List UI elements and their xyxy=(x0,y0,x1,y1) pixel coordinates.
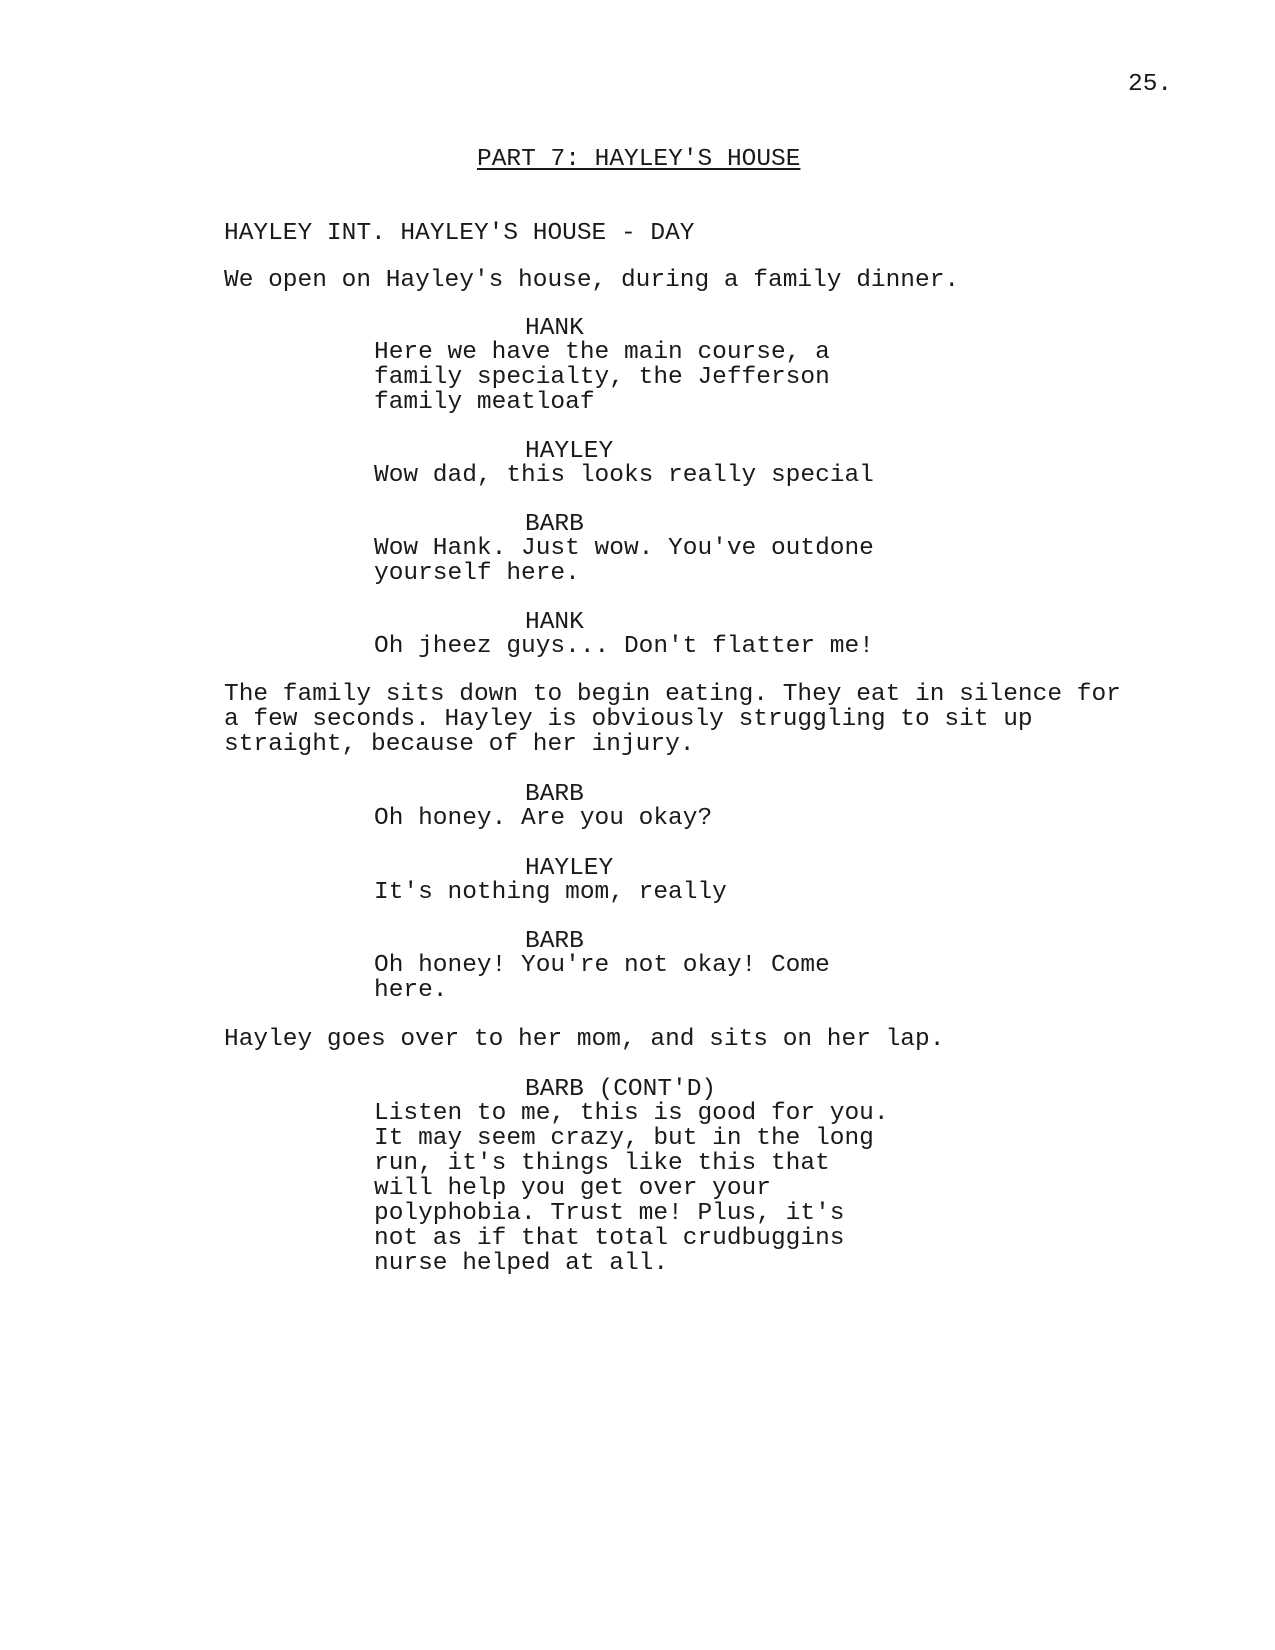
character-name: BARB xyxy=(525,781,584,808)
character-name: BARB (CONT'D) xyxy=(525,1076,717,1103)
dialogue-line: yourself here. xyxy=(374,560,580,587)
action-line: The family sits down to begin eating. They eat in silence for xyxy=(224,681,1121,708)
dialogue-line: Here we have the main course, a xyxy=(374,339,830,366)
character-name: HAYLEY xyxy=(525,855,614,882)
dialogue-line: Oh honey. Are you okay? xyxy=(374,805,713,832)
character-name: BARB xyxy=(525,511,584,538)
dialogue-block xyxy=(374,953,894,1003)
character-name: HANK xyxy=(525,609,584,636)
dialogue-block xyxy=(374,340,894,415)
character-name: HANK xyxy=(525,315,584,342)
dialogue-line: nurse helped at all. xyxy=(374,1250,669,1277)
dialogue-line: Oh jheez guys... Don't flatter me! xyxy=(374,633,874,660)
action-line-block xyxy=(224,268,1124,293)
dialogue-line: run, it's things like this that xyxy=(374,1150,830,1177)
character-name: HAYLEY xyxy=(525,438,614,465)
dialogue-block xyxy=(374,1101,894,1276)
dialogue-block xyxy=(374,806,894,831)
action-line-block xyxy=(224,682,1124,757)
dialogue-block xyxy=(374,880,894,905)
page-number: 25. xyxy=(1128,71,1173,98)
dialogue-line: polyphobia. Trust me! Plus, it's xyxy=(374,1200,845,1227)
dialogue-line: family meatloaf xyxy=(374,389,595,416)
scene-heading: HAYLEY INT. HAYLEY'S HOUSE - DAY xyxy=(224,220,695,247)
character-name: BARB xyxy=(525,928,584,955)
dialogue-line: will help you get over your xyxy=(374,1175,771,1202)
dialogue-line: Wow dad, this looks really special xyxy=(374,462,874,489)
dialogue-block xyxy=(374,634,894,659)
dialogue-block xyxy=(374,463,894,488)
action-line: We open on Hayley's house, during a family dinner. xyxy=(224,267,960,294)
dialogue-line: Listen to me, this is good for you. xyxy=(374,1100,889,1127)
dialogue-line: family specialty, the Jefferson xyxy=(374,364,830,391)
dialogue-line: here. xyxy=(374,977,448,1004)
dialogue-line: It's nothing mom, really xyxy=(374,879,727,906)
action-line-block xyxy=(224,1027,1124,1052)
action-line: Hayley goes over to her mom, and sits on her lap. xyxy=(224,1026,945,1053)
dialogue-line: It may seem crazy, but in the long xyxy=(374,1125,874,1152)
action-line: straight, because of her injury. xyxy=(224,731,695,758)
dialogue-line: not as if that total crudbuggins xyxy=(374,1225,845,1252)
action-line: a few seconds. Hayley is obviously struggling to sit up xyxy=(224,706,1033,733)
part-title: PART 7: HAYLEY'S HOUSE xyxy=(477,146,801,173)
dialogue-line: Oh honey! You're not okay! Come xyxy=(374,952,830,979)
dialogue-line: Wow Hank. Just wow. You've outdone xyxy=(374,535,874,562)
dialogue-block xyxy=(374,536,894,586)
